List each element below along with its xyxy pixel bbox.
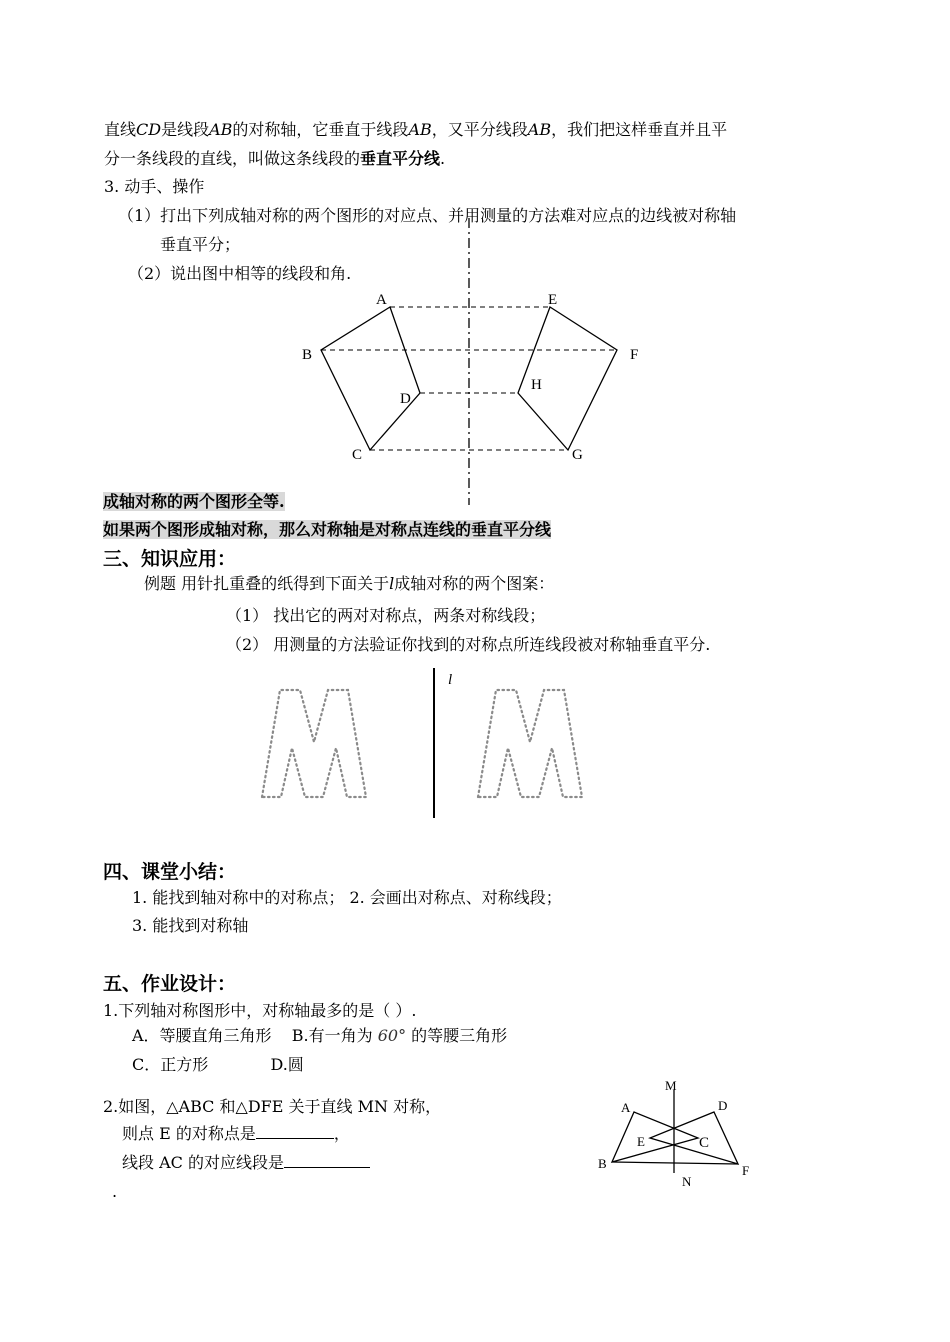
- label-d: D: [400, 391, 411, 407]
- text: 例题 用针扎重叠的纸得到下面关于: [144, 574, 390, 593]
- text: 是线段: [161, 120, 210, 139]
- text: ，: [333, 1124, 350, 1143]
- dotted-m-left: [262, 690, 366, 797]
- section3-item2: （2） 用测量的方法验证你找到的对称点所连线段被对称轴垂直平分.: [226, 635, 711, 654]
- conclusion-2: [103, 516, 551, 544]
- dotted-m-right: [478, 690, 582, 797]
- figure-dotted-m: [240, 660, 640, 830]
- text-ab: AB: [408, 120, 432, 139]
- label-m: M: [665, 1078, 677, 1093]
- answer-blank-point-e[interactable]: [256, 1122, 334, 1139]
- triangle-abc: [612, 1112, 698, 1162]
- symbol-l: l: [389, 574, 395, 593]
- text-ab: AB: [209, 120, 233, 139]
- question-1-options-cd: [132, 1051, 304, 1079]
- question-1-options-ab: [132, 1022, 507, 1050]
- intro-line-1: [104, 116, 727, 144]
- label-n: N: [682, 1174, 692, 1189]
- label-c: C: [699, 1135, 710, 1151]
- option-c: C．正方形: [132, 1055, 209, 1074]
- question-2-line4: .: [112, 1182, 118, 1201]
- pentagon-left: [321, 307, 420, 450]
- option-b: B.有一角为: [291, 1026, 373, 1045]
- text: 则点 E 的对称点是: [122, 1124, 256, 1143]
- question-2-line3: [122, 1149, 370, 1177]
- triangle-dfe: [650, 1112, 738, 1164]
- text: 分一条线段的直线，叫做这条线段的: [104, 149, 361, 168]
- label-f: F: [630, 347, 639, 363]
- step3-item1-cont: 垂直平分；: [160, 235, 241, 254]
- section4-line1: 1. 能找到轴对称中的对称点； 2. 会画出对称点、对称线段；: [132, 888, 562, 907]
- label-g: G: [572, 447, 583, 463]
- label-f: F: [742, 1163, 750, 1178]
- step3-item1: （1）打出下列成轴对称的两个图形的对应点、并用测量的方法难对应点的边线被对称轴: [118, 206, 737, 225]
- section3-example: [144, 570, 554, 598]
- section3-item1: （1） 找出它的两对对称点，两条对称线段；: [226, 606, 546, 625]
- section5-heading: 五、作业设计：: [103, 973, 237, 995]
- text: .: [440, 149, 446, 168]
- option-b-rest: 的等腰三角形: [411, 1026, 508, 1045]
- question-2: 2.如图，△ABC 和△DFE 关于直线 MN 对称，: [103, 1097, 442, 1116]
- axis-l-label: l: [448, 672, 453, 688]
- text: 直线: [104, 120, 137, 139]
- option-d: D.圆: [270, 1055, 304, 1074]
- label-h: H: [531, 377, 542, 393]
- label-c: C: [352, 447, 363, 463]
- text: ，又平分线段: [431, 120, 528, 139]
- question-1: 1.下列轴对称图形中，对称轴最多的是（ ）.: [103, 1001, 417, 1020]
- step3-title: 3. 动手、操作: [104, 177, 205, 196]
- label-a: A: [376, 292, 387, 308]
- conclusion-1: [103, 488, 285, 516]
- text-cd: CD: [136, 120, 162, 139]
- figure-symmetric-pentagons: [290, 215, 660, 510]
- term-perpendicular-bisector: 垂直平分线: [360, 149, 441, 168]
- label-a: A: [621, 1100, 631, 1115]
- text: 成轴对称的两个图案：: [394, 574, 555, 593]
- segment-bf: [612, 1162, 738, 1164]
- label-e: E: [637, 1134, 645, 1149]
- intro-line-2: [104, 145, 445, 173]
- section4-heading: 四、课堂小结：: [103, 861, 237, 883]
- figure-triangles-mn: [590, 1075, 760, 1195]
- highlighted-text: 如果两个图形成轴对称，那么对称轴是对称点连线的垂直平分线: [103, 520, 552, 539]
- label-b: B: [598, 1156, 607, 1171]
- angle-60: 60°: [377, 1026, 407, 1045]
- text-ab: AB: [527, 120, 552, 139]
- text: ，我们把这样垂直并且平: [551, 120, 728, 139]
- label-b: B: [302, 347, 313, 363]
- section4-line2: 3. 能找到对称轴: [132, 916, 249, 935]
- text: 的对称轴，它垂直于线段: [232, 120, 409, 139]
- option-a: A．等腰直角三角形: [132, 1026, 272, 1045]
- label-d: D: [718, 1098, 728, 1113]
- text: 线段 AC 的对应线段是: [122, 1153, 284, 1172]
- answer-blank-segment-ac[interactable]: [284, 1151, 370, 1168]
- section3-heading: 三、知识应用：: [103, 548, 237, 570]
- highlighted-text: 成轴对称的两个图形全等.: [103, 492, 285, 511]
- question-2-line2: [122, 1120, 350, 1148]
- step3-item2: （2）说出图中相等的线段和角.: [128, 264, 352, 283]
- label-e: E: [548, 292, 558, 308]
